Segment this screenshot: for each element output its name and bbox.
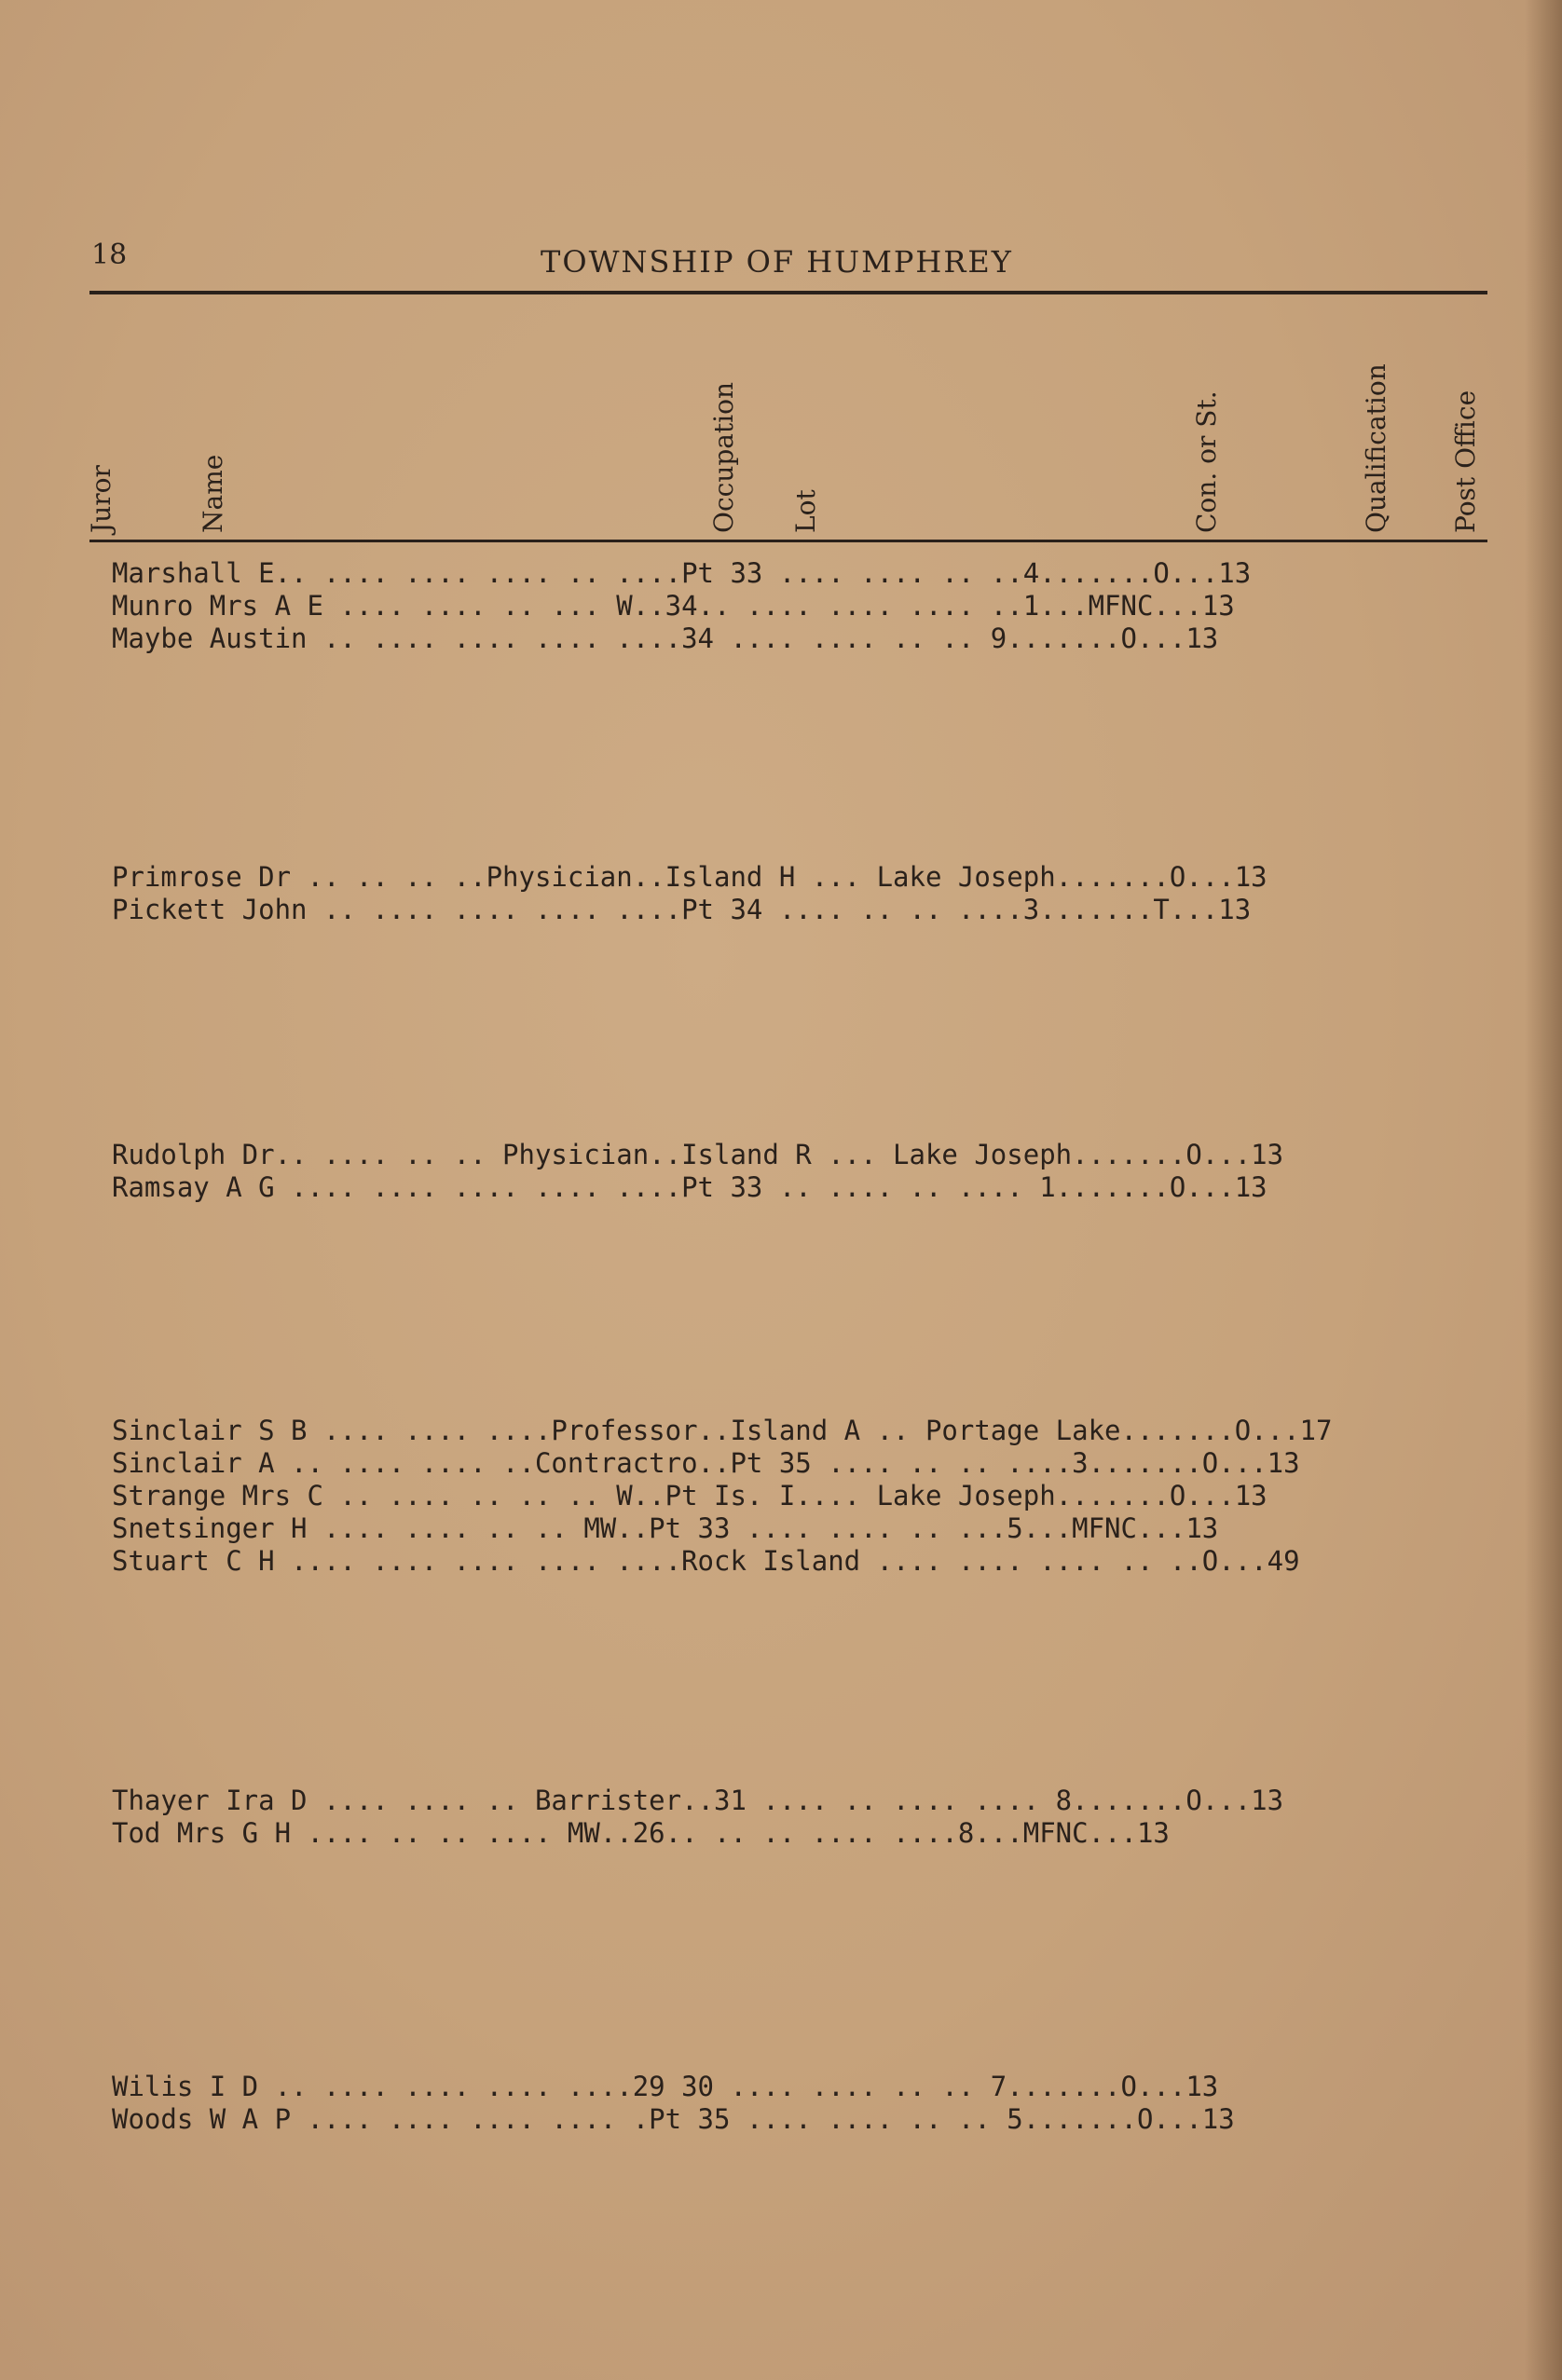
entry-row: Wilis I D .. .... .... .... ....29 30 .... .... .. .. 7.......O...13 [112,2071,1219,2102]
entry-row: Tod Mrs G H .... .. .. .... MW..26.. .. .. .... ....8...MFNC...13 [112,1817,1170,1849]
entry-row: Rudolph Dr.. .... .. .. Physician..Island R ... Lake Joseph.......O...13 [112,1139,1284,1170]
entry-row: Ramsay A G .... .... .... .... ....Pt 33 .. .... .. .... 1.......O...13 [112,1171,1267,1203]
entry-group-t [112,1785,1491,1850]
entry-row: Strange Mrs C .. .... .. .. .. W..Pt Is. I.... Lake Joseph.......O...13 [112,1480,1267,1511]
entry-row: Sinclair A .. .... .... ..Contractro..Pt 35 .... .. .. ....3.......O...13 [112,1447,1300,1479]
column-header-name: Name [198,454,228,533]
entry-group-w [112,2071,1491,2136]
column-header-qualification: Qualification [1361,363,1391,533]
entry-row: Munro Mrs A E .... .... .. ... W..34.. .... .... .... ..1...MFNC...13 [112,590,1235,622]
column-header-lot: Lot [790,489,821,533]
entry-row: Primrose Dr .. .. .. ..Physician..Island H ... Lake Joseph.......O...13 [112,861,1267,893]
entry-row: Woods W A P .... .... .... .... .Pt 35 .... .... .. .. 5.......O...13 [112,2103,1235,2135]
entry-row: Snetsinger H .... .... .. .. MW..Pt 33 .... .... .. ...5...MFNC...13 [112,1512,1219,1544]
page-number: 18 [91,239,128,271]
header-rule [89,540,1487,542]
column-header-con-or-st: Con. or St. [1191,390,1222,533]
entry-group-r [112,1139,1491,1204]
entry-row: Sinclair S B .... .... ....Professor..Island A .. Portage Lake.......O...17 [112,1415,1333,1446]
entry-row: Maybe Austin .. .... .... .... ....34 .... .... .. .. 9.......O...13 [112,622,1219,654]
column-header-occupation: Occupation [708,381,739,533]
entry-row: Stuart C H .... .... .... .... ....Rock Island .... .... .... .. ..O...49 [112,1545,1300,1577]
entry-group-p [112,861,1491,926]
entry-row: Marshall E.. .... .... .... .. ....Pt 33 .... .... .. ..4.......O...13 [112,557,1252,589]
entry-group-s [112,1415,1491,1578]
entry-row: Pickett John .. .... .... .... ....Pt 34 .... .. .. ....3.......T...13 [112,894,1252,925]
page-edge-shadow [1525,0,1562,2380]
entry-group-m [112,557,1491,655]
running-head: TOWNSHIP OF HUMPHREY [541,244,1013,280]
entry-row: Thayer Ira D .... .... .. Barrister..31 .... .. .... .... 8.......O...13 [112,1785,1284,1816]
top-rule [89,291,1487,294]
column-header-post-office: Post Office [1450,390,1481,533]
column-header-juror: Juror [86,465,116,533]
